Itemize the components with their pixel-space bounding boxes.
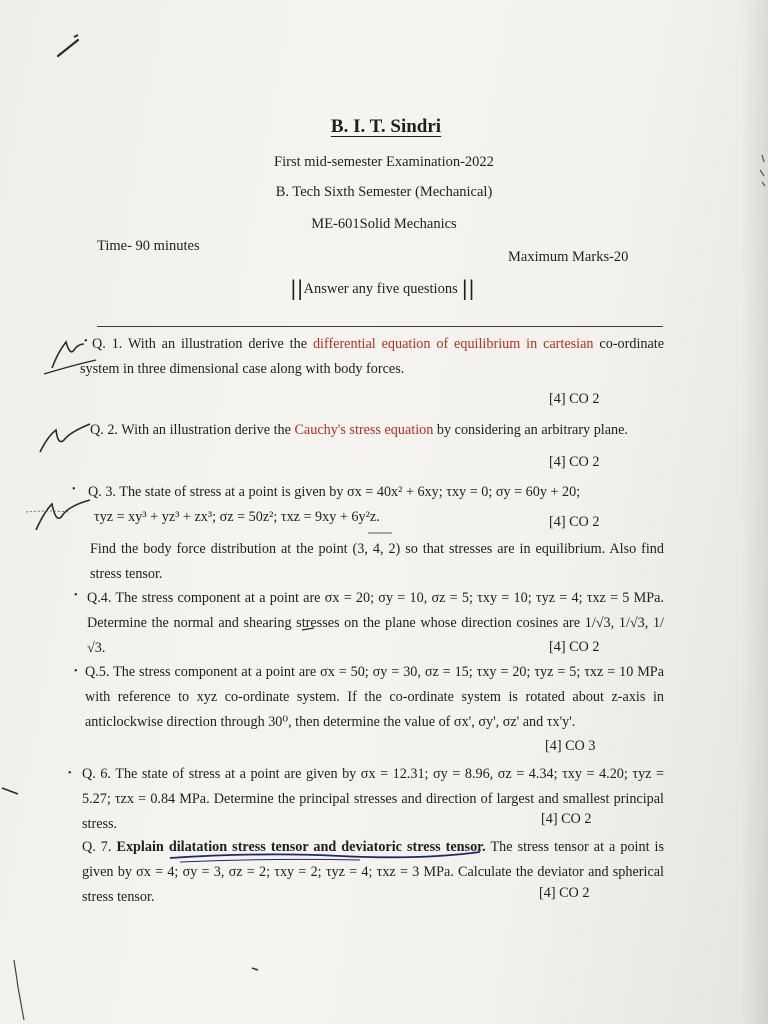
q1-label: Q. 1.: [92, 336, 123, 352]
q3-text-c: Find the body force distribution at the point (3, 4, 2) so that stresses are in equilibrium. Also find stress tensor.: [90, 541, 664, 582]
q6-label: Q. 6.: [82, 766, 111, 782]
q5-marks: [4] CO 3: [545, 738, 596, 754]
q1-text-before: With an illustration derive the: [127, 336, 308, 352]
q5-label: Q.5.: [85, 664, 110, 680]
q1-highlight: differential equation of equilibrium in cartesian: [312, 336, 594, 352]
q7-text-bold: Explain dilatation stress tensor and deviatoric stress tensor.: [116, 839, 486, 855]
q1-text-after: co-ordinate system in three dimensional case along with body forces.: [80, 336, 665, 377]
exam-time: Time- 90 minutes: [97, 238, 200, 254]
q6-text: The state of stress at a point are given by σx = 12.31; σy = 8.96, σz = 4.34; τxy = 4.20; τyz = 5.27; τzx = 0.84 MPa. Determine the principal stresses and direction of largest and smallest principal stress.: [82, 766, 665, 832]
question-2: [80, 418, 664, 443]
q3-marks: [4] CO 2: [549, 514, 600, 530]
q6-marks: [4] CO 2: [541, 811, 592, 827]
bullet-dot: •: [74, 590, 78, 601]
q4-label: Q.4.: [87, 590, 112, 606]
q5-text: The stress component at a point are σx = 50; σy = 30, σz = 15; τxy = 20; τyz = 5; τxz = 10 MPa with reference to xyz co-ordinate system. If the co-ordinate system is rotated about z-axis in anticlockwise direction through 30⁰, then determine the value of σx', σy', σz' and τx'y'.: [85, 664, 664, 730]
bullet-dot: •: [74, 666, 78, 677]
course-title: ME-601Solid Mechanics: [311, 216, 457, 232]
bullet-dot: •: [68, 768, 72, 779]
q7-marks: [4] CO 2: [539, 885, 590, 901]
instruction: ||Answer any five questions ||: [290, 276, 475, 300]
bullet-dot: •: [84, 336, 88, 347]
program-title: B. Tech Sixth Semester (Mechanical): [275, 184, 493, 200]
question-5: [85, 660, 664, 735]
q3-label: Q. 3.: [88, 484, 116, 500]
q2-label: Q. 2.: [90, 422, 118, 438]
q4-text: The stress component at a point are σx = 20; σy = 10, σz = 5; τxy = 10; τyz = 4; τxz = 5 MPa. Determine the normal and shearing stresses on the plane whose direction cosines are 1/√3, 1/√3, 1/√3.: [87, 590, 664, 656]
max-marks: Maximum Marks-20: [508, 249, 629, 265]
q3-text-b: τyz = xy³ + yz³ + zx³; σz = 50z²; τxz = 9xy + 6y²z.: [94, 509, 380, 525]
q2-highlight: Cauchy's stress equation: [294, 422, 434, 438]
bullet-dot: •: [72, 484, 76, 495]
q7-text: The stress tensor at a point is given by σx = 4; σy = 3, σz = 2; τxy = 2; τyz = 4; τxz = 3 MPa. Calculate the deviator and spherical stress tensor.: [82, 839, 664, 905]
q3-body: [90, 537, 664, 587]
q7-label: Q. 7.: [82, 839, 112, 855]
q4-marks: [4] CO 2: [549, 639, 600, 655]
instruction-text: Answer any five questions: [303, 281, 458, 297]
exam-title: First mid-semester Examination-2022: [274, 154, 494, 170]
institute-title: B. I. T. Sindri: [330, 116, 442, 137]
header-divider: [97, 326, 663, 327]
q2-marks: [4] CO 2: [549, 454, 600, 470]
q2-text-before: With an illustration derive the: [121, 422, 291, 438]
question-1: [80, 332, 664, 382]
q3-text-a: The state of stress at a point is given by σx = 40x² + 6xy; τxy = 0; σy = 60y + 20;: [119, 484, 581, 500]
q2-text-after: by considering an arbitrary plane.: [436, 422, 628, 438]
q1-marks: [4] CO 2: [549, 391, 600, 407]
